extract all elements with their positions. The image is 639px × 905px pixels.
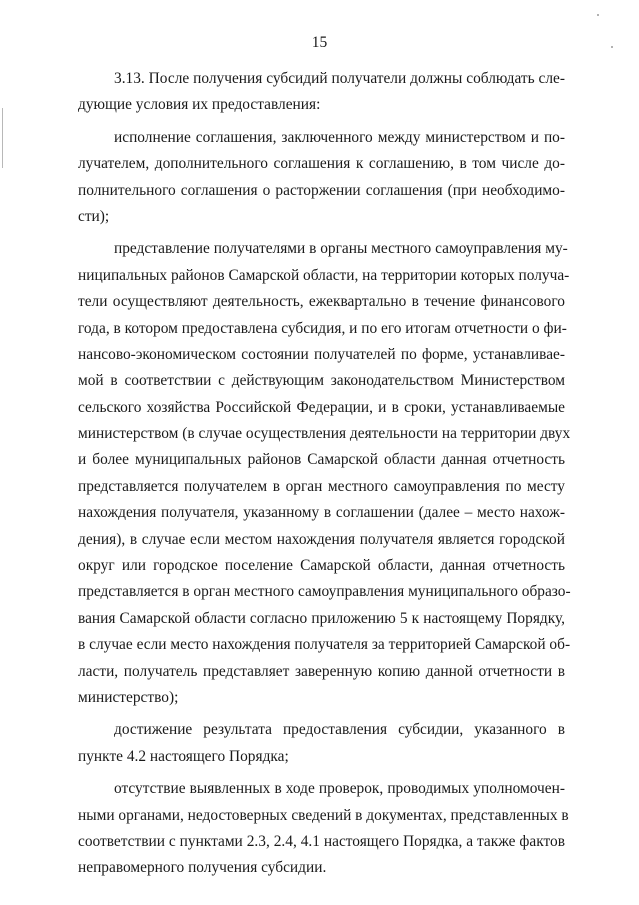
text-line: сельского хозяйства Российской Федерации, и в сроки, устанавливаемые xyxy=(78,398,565,416)
paragraph-agreement xyxy=(78,125,565,231)
text-line: округ или городское поселение Самарской области, данная отчетность xyxy=(78,557,565,575)
text-line: дующие условия их предоставления: xyxy=(78,96,321,114)
text-line: ласти, получатель представляет заверенную копию данной отчетности в xyxy=(78,662,565,680)
text-line: нансово-экономическом состоянии получателей по форме, устанавливае- xyxy=(78,345,565,363)
text-line: представляется в орган местного самоуправления муниципального образо- xyxy=(78,583,571,601)
text-line: года, в котором предоставлена субсидия, и по его итогам отчетности о фи- xyxy=(78,319,567,337)
text-line: 3.13. После получения субсидий получатели должны соблюдать сле- xyxy=(114,70,565,87)
text-line: сти); xyxy=(78,207,110,225)
paragraph-audit xyxy=(78,776,569,882)
text-line: соответствии с пунктами 2.3, 2.4, 4.1 настоящего Порядка, а также фактов xyxy=(78,832,565,850)
text-line: в случае если место нахождения получателя за территорией Самарской об- xyxy=(78,636,571,654)
text-line: лучателем, дополнительного соглашения к соглашению, в том числе до- xyxy=(78,155,565,173)
text-line: вания Самарской области согласно приложению 5 к настоящему Порядку, xyxy=(78,609,565,627)
text-line: представляется получателем в орган местного самоуправления по месту xyxy=(78,477,565,495)
left-edge-mark xyxy=(2,108,3,168)
text-line: пункте 4.2 настоящего Порядка; xyxy=(78,747,289,765)
text-line: неправомерного получения субсидии. xyxy=(78,859,327,877)
text-line: министерством (в случае осуществления деятельности на территории двух xyxy=(78,425,571,443)
scan-speck xyxy=(597,14,599,16)
text-line: представление получателями в органы местного самоуправления му- xyxy=(114,240,568,258)
paragraph-result xyxy=(78,717,565,770)
paragraph-3-13 xyxy=(78,66,565,119)
page-number: 15 xyxy=(311,34,328,51)
text-line: полнительного соглашения о расторжении соглашения (при необходимо- xyxy=(78,181,565,199)
text-line: исполнение соглашения, заключенного между министерством и по- xyxy=(114,128,565,146)
text-line: ниципальных районов Самарской области, на территории которых получа- xyxy=(78,266,570,284)
text-line: министерство); xyxy=(78,688,179,706)
text-line: дения), в случае если местом нахождения получателя является городской xyxy=(78,530,565,548)
text-line: нахождения получателя, указанному в соглашении (далее – место нахож- xyxy=(78,504,565,522)
text-line: ными органами, недостоверных сведений в документах, представленных в xyxy=(78,806,569,824)
text-line: и более муниципальных районов Самарской области данная отчетность xyxy=(78,451,565,469)
text-line: мой в соответствии с действующим законодательством Министерством xyxy=(78,372,565,390)
text-line: достижение результата предоставления субсидии, указанного в xyxy=(114,721,565,739)
paragraph-reporting xyxy=(78,236,571,711)
body-text xyxy=(78,66,571,882)
text-line: тели осуществляют деятельность, ежеквартально в течение финансового xyxy=(78,293,565,311)
text-line: отсутствие выявленных в ходе проверок, проводимых уполномочен- xyxy=(114,780,565,798)
